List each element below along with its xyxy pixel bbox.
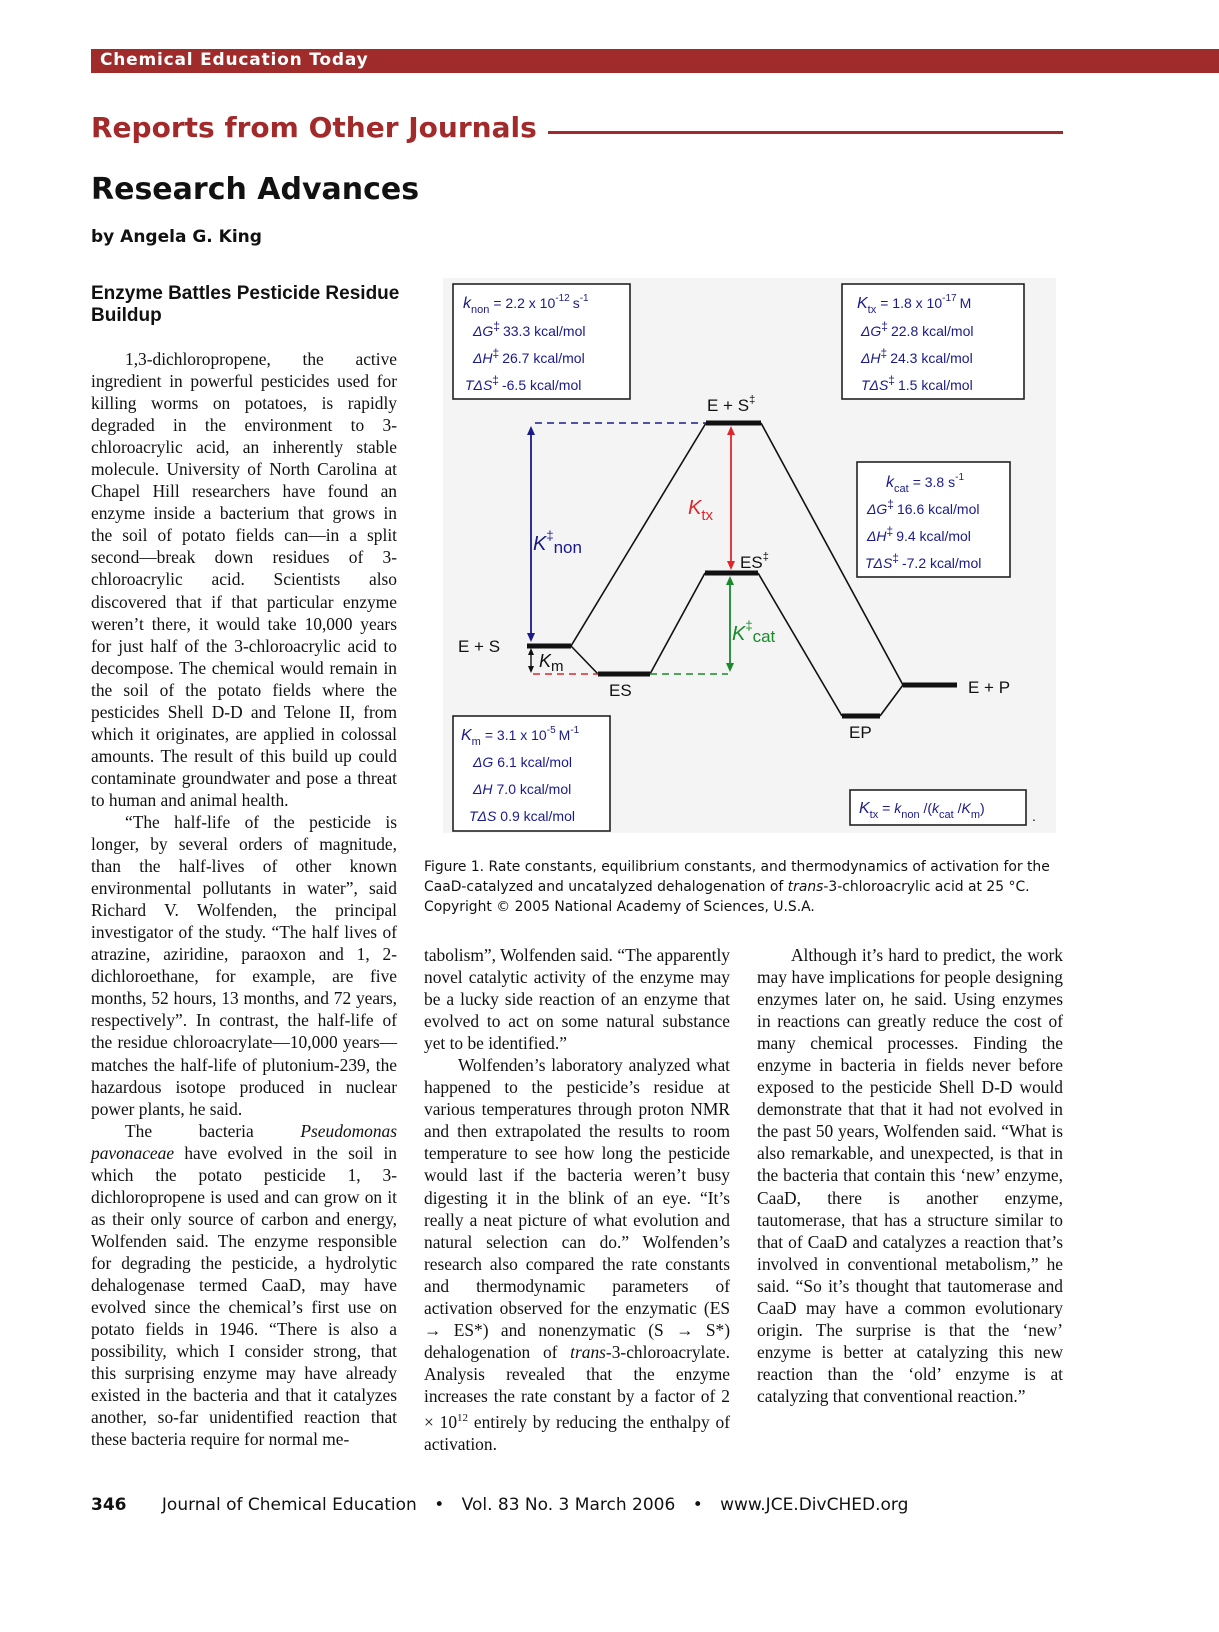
label-k-cat: K xyxy=(732,623,746,645)
svg-text:Km= 3.1 x 10-5M-1: $K_m = 3.1$ x $10^{-5}$ $M^{-1}$ xyxy=(461,725,580,748)
svg-text:Ktx: $K_{tx}$ xyxy=(688,497,714,524)
heading-rule xyxy=(548,131,1063,134)
svg-text:Ktx= 1.8 x 10-17M: $K_{tx} = 1.8$ x $10^{-17}$ M xyxy=(857,293,972,316)
text-column-3 xyxy=(757,944,1063,1407)
box-formula xyxy=(850,790,1036,825)
label-ES: ES xyxy=(609,681,632,700)
text-column-2 xyxy=(424,944,730,1455)
paragraph: Wolfenden’s laboratory analyzed what happened to the pesticide’s residue at various temperatures through proton NMR and then extrapolated the results to room temperature to see how long the pesticide would last if the bacteria weren’t busy digesting it in the blink of an eye. “It’s really a neat picture of what evolution and natural selection can do.” Wolfenden’s research also compared the rate constants and thermodynamic parameters of activation observed for the enzymatic (ES → ES*) and nonenzymatic (S → S*) dehalogenation of trans-3-chloroacrylate. Analysis revealed that the enzyme increases the rate constant by a factor of $2 \times 10^{12}$ entirely by reducing the enthalpy of activation. xyxy=(424,1055,730,1454)
journal-url[interactable]: www.JCE.DivCHED.org xyxy=(720,1495,909,1515)
label-E-S: E + S xyxy=(458,637,501,656)
svg-text:.: . xyxy=(1032,808,1036,824)
svg-text:ΔG‡22.8 kcal/mol: ΔG‡ 22.8 kcal/mol xyxy=(861,319,974,339)
energy-diagram-figure xyxy=(443,278,1056,833)
label-E-S-ts: E + S xyxy=(707,396,750,415)
svg-text:ΔH‡26.7 kcal/mol: ΔH‡ 26.7 kcal/mol xyxy=(473,346,585,366)
label-k-non: K xyxy=(533,533,547,555)
page-number: 346 xyxy=(91,1495,127,1515)
svg-text:K‡cat: $K^\ddagger_{cat}$ xyxy=(732,618,776,646)
svg-text:ES‡: ES‡ xyxy=(740,551,769,572)
box-k-non xyxy=(453,284,630,399)
svg-text:ΔG‡33.3 kcal/mol: ΔG‡ 33.3 kcal/mol xyxy=(473,319,586,339)
svg-text:TΔS0.9 kcal/mol: TΔS 0.9 kcal/mol xyxy=(469,808,575,824)
svg-text:ΔH7.0 kcal/mol: ΔH 7.0 kcal/mol xyxy=(473,781,572,797)
paragraph: tabolism”, Wolfenden said. “The apparently novel catalytic activity of the enzyme may be a lucky side reaction of an enzyme that evolved to act on some natural substance yet to be identified.” xyxy=(424,945,730,1054)
label-E-P: E + P xyxy=(968,678,1011,697)
label-ES-ts: ES xyxy=(740,553,763,572)
svg-text:Ktx = knon /(kcat /Km): $K_{tx} = k_{non}$ $/(k_{cat}$ $/K_m$) xyxy=(859,800,985,821)
byline: by Angela G. King xyxy=(91,227,262,247)
svg-text:Km: $K_m$ xyxy=(539,651,564,675)
box-k-cat xyxy=(857,462,1010,577)
label-EP: EP xyxy=(849,723,872,742)
paragraph: 1,3-dichloropropene, the active ingredient in powerful pesticides used for killing worms on potatoes, is rapidly degraded in the environment to 3-chloroacrylic acid, an inherently stable molecule. University of North Carolina at Chapel Hill researchers have found an enzyme inside a bacterium that grows in the soil of potato fields can—in a split second—break down residues of 3-chloroacrylic acid. Scientists also discovered that if that particular enzyme weren’t there, it would take 10,000 years for just half of the 3-chloroacrylic acid to decompose. The chemical would remain in the soil of the potato fields where the pesticides Shell D-D and Telone II, from which it originates, are applied in colossal amounts. The result of this build up could contaminate groundwater and pose a threat to human and animal health. xyxy=(91,349,397,810)
box-k-m xyxy=(453,716,610,831)
species-name: Pseudomonas pavonaceae xyxy=(91,1120,397,1163)
svg-text:TΔS‡-6.5 kcal/mol: TΔS‡ -6.5 kcal/mol xyxy=(465,373,582,393)
svg-text:ΔH‡24.3 kcal/mol: ΔH‡ 24.3 kcal/mol xyxy=(861,346,973,366)
svg-text:knon= 2.2 x 10-12s-1: $k_{non} = 2.2$ x $10^{-12}$ $s^{-1}$ xyxy=(463,293,589,316)
paragraph: Although it’s hard to predict, the work may have implications for people designing enzymes later on, he said. Using enzymes in reactions can greatly reduce the cost of many chemical processes. Finding the enzyme in bacteria in fields never before exposed to the pesticide Shell D-D would demonstrate that that it had not evolved in the past 50 years, Wolfenden said. “What is also remarkable, and unexpected, is that in the bacteria that contain this ‘new’ enzyme, CaaD, there is another enzyme, tautomerase, that has a structure similar to that of CaaD and catalyzes a reaction that’s involved in conventional metabolism,” he said. “So it’s thought that tautomerase and CaaD may have a common evolutionary origin. The surprise is that the ‘new’ enzyme is better at catalyzing this new reaction than the ‘old’ enzyme is at catalyzing that conventional reaction.” xyxy=(757,945,1063,1406)
figure-caption: Figure 1. Rate constants, equilibrium constants, and thermodynamics of activation for the CaaD-catalyzed and uncatalyzed dehalogenation of trans-3-chloroacrylic acid at 25 °C. Copyright © 2005 National Academy of Sciences, U.S.A. xyxy=(424,859,1050,915)
svg-text:E + S‡: E + S‡ xyxy=(707,394,756,415)
issue-info: Vol. 83 No. 3 March 2006 xyxy=(461,1495,676,1515)
page-title: Research Advances xyxy=(91,172,420,207)
svg-text:ΔG6.1 kcal/mol: ΔG 6.1 kcal/mol xyxy=(473,754,572,770)
svg-text:ΔG‡16.6 kcal/mol: ΔG‡ 16.6 kcal/mol xyxy=(867,497,980,517)
article-heading: Enzyme Battles Pesticide Residue Buildup xyxy=(91,283,400,326)
paragraph: “The half-life of the pesticide is longer, by several orders of magnitude, than the half-lives of other known environmental pollutants in water”, said Richard V. Wolfenden, the principal investigator of the study. “The half lives of atrazine, aziridine, paraoxon and 1, 2-dichloroethane, for example, are five months, 52 hours, 13 months, and 72 years, respectively”. In contrast, the half-life of the residue chloroacrylate—10,000 years—matches the half-life of plutonium-239, the hazardous isotope produced in nuclear power plants, he said. xyxy=(91,811,397,1119)
svg-text:K‡non: $K^\ddagger_{non}$ xyxy=(533,528,582,557)
svg-text:TΔS‡1.5 kcal/mol: TΔS‡ 1.5 kcal/mol xyxy=(861,373,973,393)
section-label: Chemical Education Today xyxy=(100,50,369,70)
journal-name: Journal of Chemical Education xyxy=(161,1495,417,1515)
paragraph: The bacteria Pseudomonas pavonaceae have evolved in the soil in which the potato pesticide 1, 3-dichloropropene is used and can grow on it as their only source of carbon and energy, Wolfenden said. The enzyme responsible for degrading the pesticide, a hydrolytic dehalogenase termed CaaD, may have evolved since the chemical’s first use on potato fields in 1946. “There is also a possibility, which I consider strong, that this surprising enzyme may have already existed in the bacteria and that it catalyzes another, so-far unidentified reaction that these bacteria require for normal me- xyxy=(91,1120,397,1450)
section-banner xyxy=(91,49,1219,73)
label-k-tx: K xyxy=(688,497,702,519)
box-k-tx xyxy=(842,284,1024,399)
journal-heading: Reports from Other Journals xyxy=(91,111,537,144)
svg-text:TΔS‡-7.2 kcal/mol: TΔS‡ -7.2 kcal/mol xyxy=(865,551,982,571)
page-footer: 346 Journal of Chemical Education • Vol. 83 No. 3 March 2006 • www.JCE.DivCHED.org xyxy=(91,1495,909,1515)
label-k-m: K xyxy=(539,651,552,671)
svg-text:kcat= 3.8 s-1: $k_{cat} = 3.8$ $s^{-1}$ xyxy=(886,472,965,495)
text-column-1 xyxy=(91,348,397,1450)
svg-text:ΔH‡9.4 kcal/mol: ΔH‡ 9.4 kcal/mol xyxy=(867,524,971,544)
